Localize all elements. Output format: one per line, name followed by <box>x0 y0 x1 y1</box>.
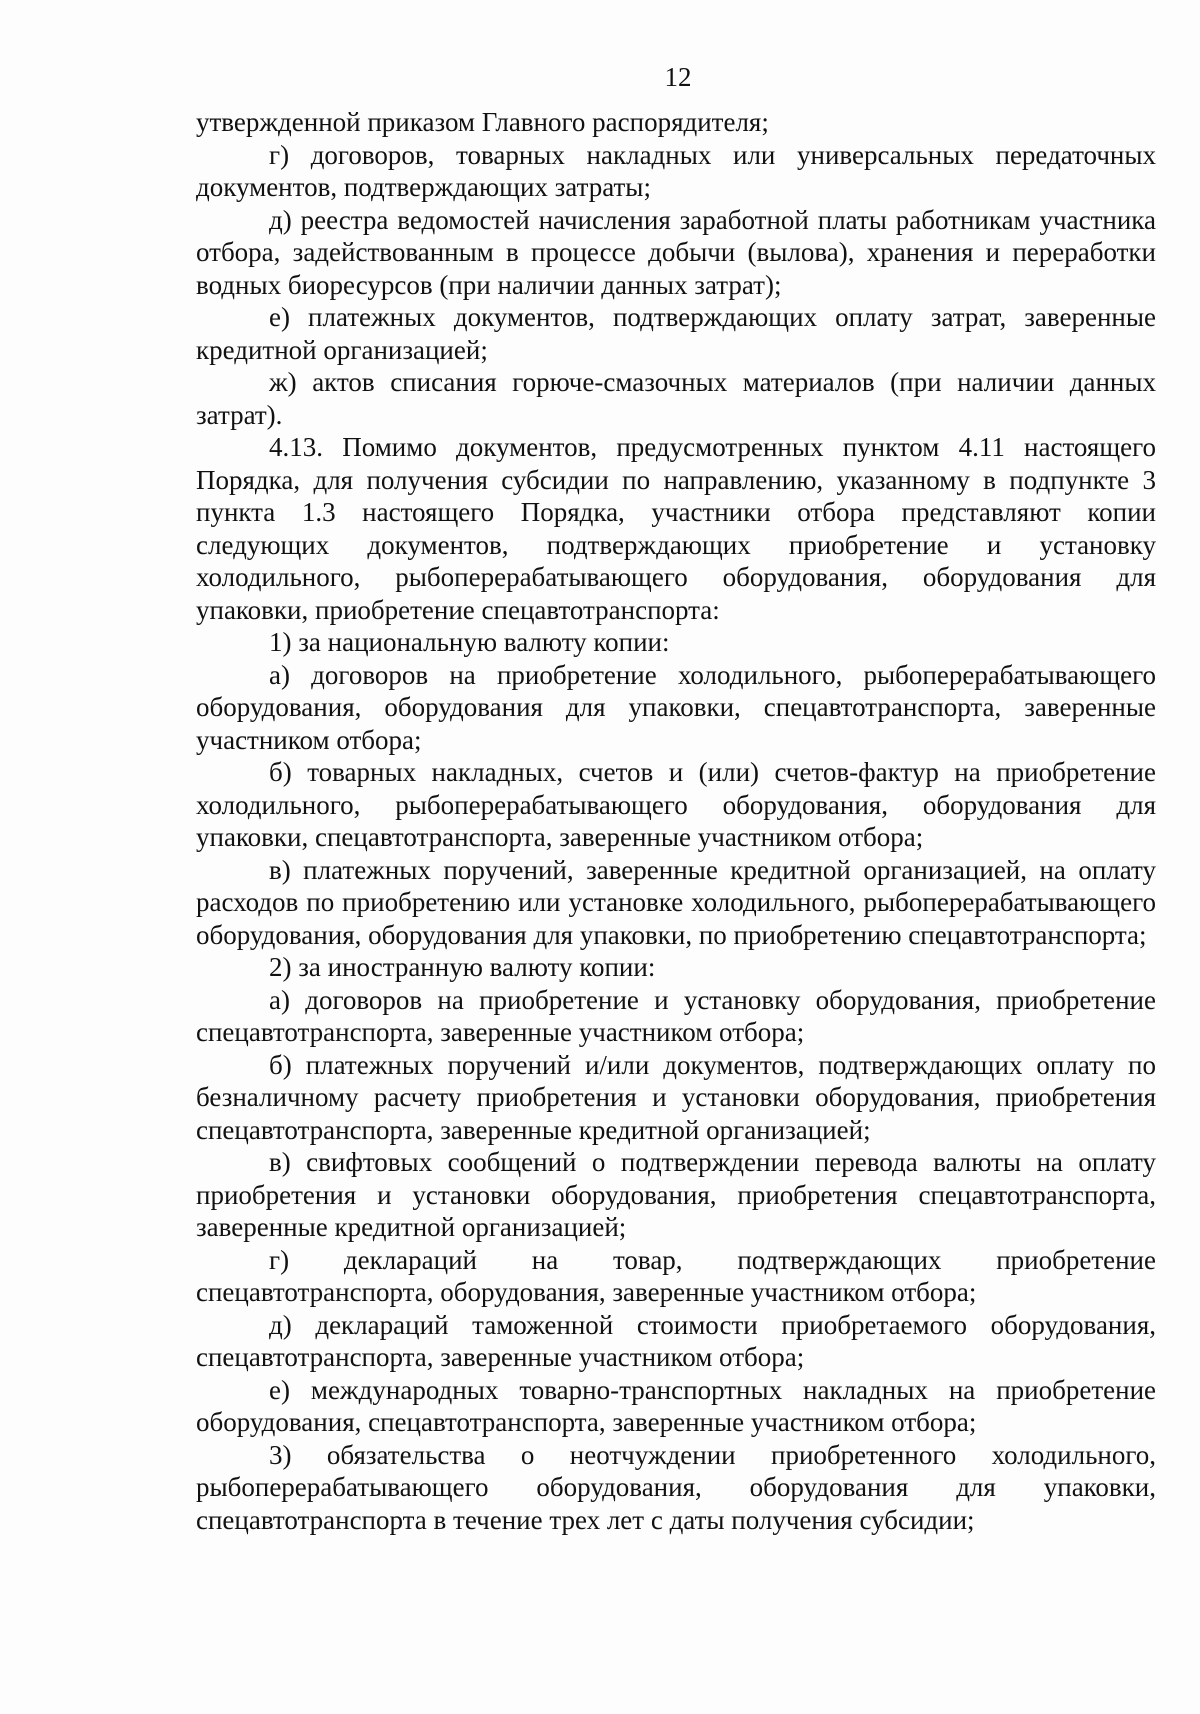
document-body <box>196 106 1156 1536</box>
page-number: 12 <box>664 62 692 92</box>
paragraph-nat-b-invoices: б) товарных накладных, счетов и (или) счетов-фактур на приобретение холодильного, рыбоперерабатывающего оборудования, оборудования для упаковки, спецавтотранспорта, заверенные участником отбора; <box>196 757 1156 852</box>
paragraph-nat-v-payment-orders: в) платежных поручений, заверенные кредитной организацией, на оплату расходов по приобретению или установке холодильного, рыбоперерабатывающего оборудования, оборудования для упаковки, по приобретению спецавтотранспорта; <box>196 854 1156 950</box>
paragraph-for-a-contracts: а) договоров на приобретение и установку оборудования, приобретение спецавтотранспорта, заверенные участником отбора; <box>196 984 1156 1047</box>
paragraph-item-d-payroll: д) реестра ведомостей начисления заработной платы работникам участника отбора, задействованным в процессе добычи (вылова), хранения и переработки водных биоресурсов (при наличии данных затрат); <box>196 204 1156 300</box>
paragraph-for-e-waybills: е) международных товарно-транспортных накладных на приобретение оборудования, спецавтотранспорта, заверенные участником отбора; <box>196 1374 1156 1437</box>
paragraph-continuation: утвержденной приказом Главного распорядителя; <box>196 107 769 137</box>
paragraph-item-e-payments: е) платежных документов, подтверждающих оплату затрат, заверенные кредитной организацией; <box>196 302 1156 365</box>
paragraph-for-v-swift: в) свифтовых сообщений о подтверждении перевода валюты на оплату приобретения и установки оборудования, приобретения спецавтотранспорта, заверенные кредитной организацией; <box>196 1147 1156 1242</box>
paragraph-obligation: 3) обязательства о неотчуждении приобретенного холодильного, рыбоперерабатывающего оборудования, оборудования для упаковки, спецавтотранспорта в течение трех лет с даты получения субсидии; <box>196 1439 1156 1535</box>
paragraph-for-g-declarations: г) деклараций на товар, подтверждающих приобретение спецавтотранспорта, оборудования, заверенные участником отбора; <box>196 1244 1156 1307</box>
paragraph-nat-a-contracts: а) договоров на приобретение холодильного, рыбоперерабатывающего оборудования, оборудования для упаковки, спецавтотранспорта, заверенные участником отбора; <box>196 659 1156 755</box>
paragraph-item-zh-fuel: ж) актов списания горюче-смазочных материалов (при наличии данных затрат). <box>196 367 1156 430</box>
paragraph-national-currency: 1) за национальную валюту копии: <box>269 627 670 657</box>
paragraph-item-g-contracts: г) договоров, товарных накладных или универсальных передаточных документов, подтверждающих затраты; <box>196 139 1156 202</box>
paragraph-foreign-currency: 2) за иностранную валюту копии: <box>269 952 656 982</box>
paragraph-for-d-customs: д) деклараций таможенной стоимости приобретаемого оборудования, спецавтотранспорта, заверенные участником отбора; <box>196 1309 1156 1372</box>
paragraph-4-13: 4.13. Помимо документов, предусмотренных пунктом 4.11 настоящего Порядка, для получения субсидии по направлению, указанному в подпункте 3 пункта 1.3 настоящего Порядка, участники отбора представляют копии следующих документов, подтверждающих приобретение и установку холодильного, рыбоперерабатывающего оборудования, оборудования для упаковки, приобретение спецавтотранспорта: <box>196 432 1156 625</box>
paragraph-for-b-payment-orders: б) платежных поручений и/или документов, подтверждающих оплату по безналичному расчету приобретения и установки оборудования, приобретения спецавтотранспорта, заверенные кредитной организацией; <box>196 1049 1156 1145</box>
